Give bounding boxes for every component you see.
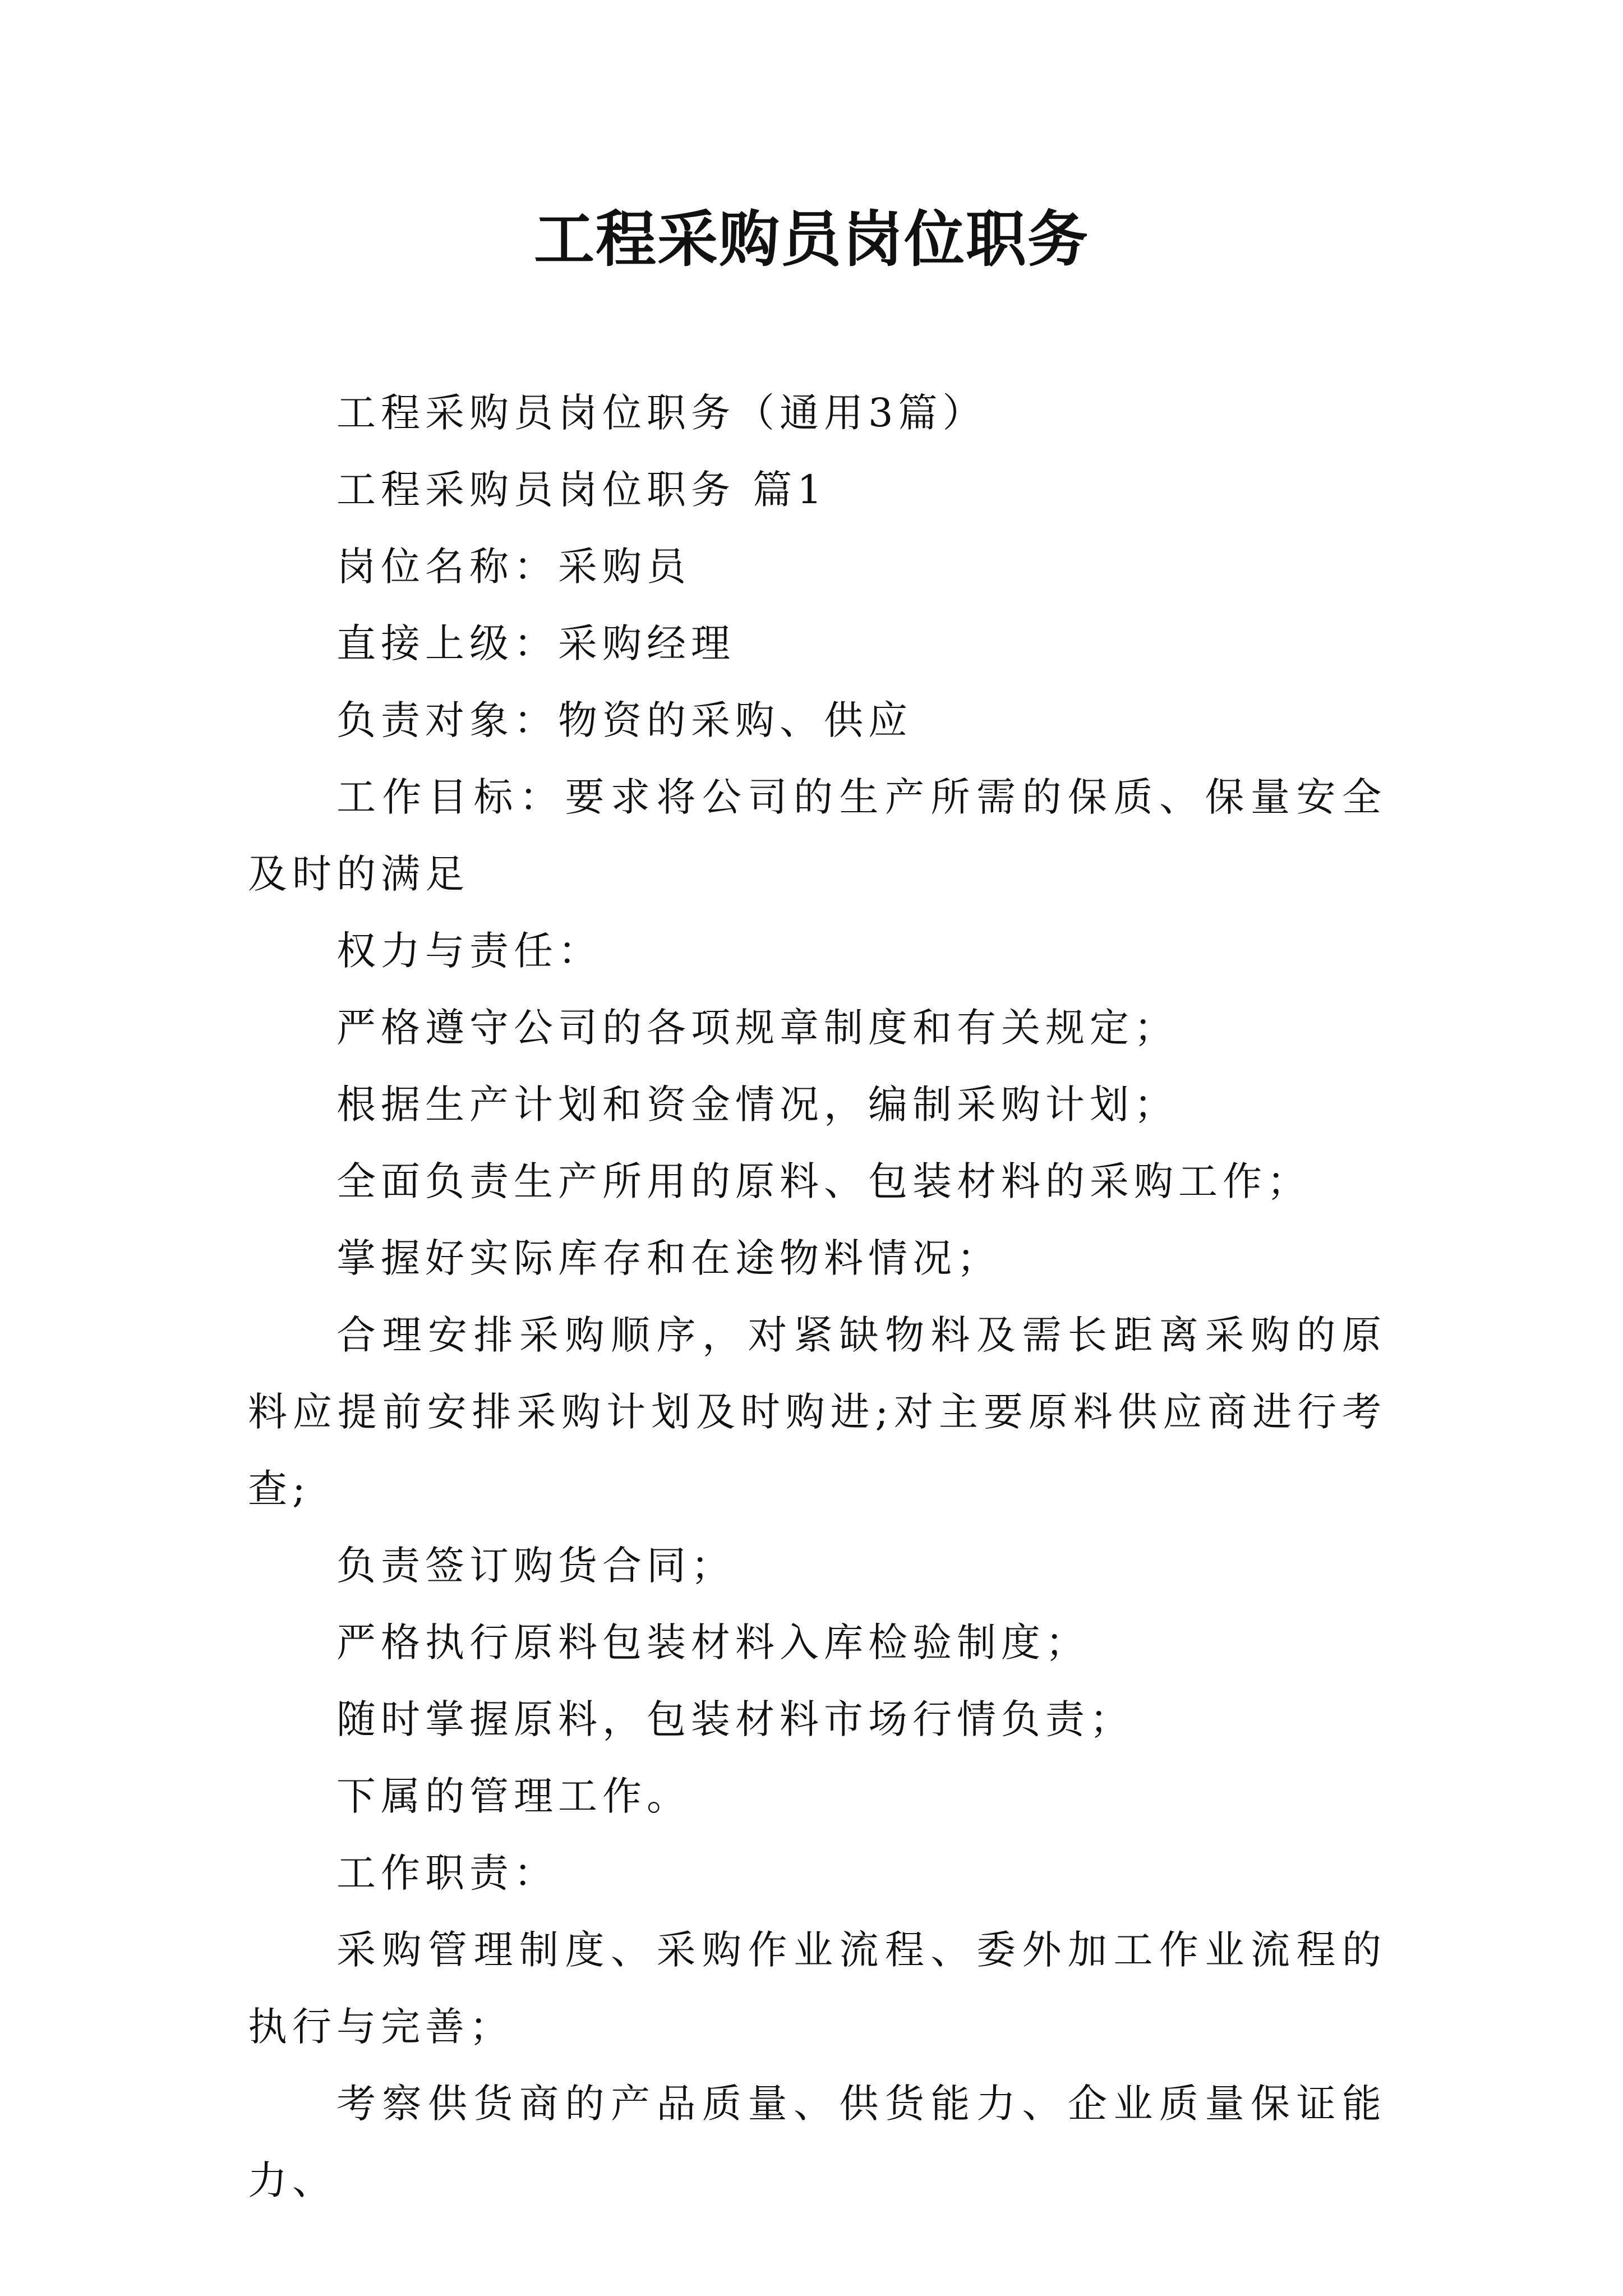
- paragraph: 直接上级：采购经理: [336, 620, 735, 666]
- paragraph: 采购管理制度、采购作业流程、委外加工作业流程的执行与完善；: [248, 1927, 1386, 2050]
- paragraph: 严格遵守公司的各项规章制度和有关规定；: [336, 1005, 1178, 1051]
- paragraph: 工程采购员岗位职务 篇1: [336, 467, 827, 513]
- paragraph: 岗位名称：采购员: [336, 544, 691, 590]
- paragraph: 工程采购员岗位职务（通用3篇）: [336, 390, 987, 436]
- paragraph: 合理安排采购顺序，对紧缺物料及需长距离采购的原料应提前安排采购计划及时购进;对主要原料供应商进行考查;: [248, 1312, 1386, 1512]
- paragraph: 工作职责：: [336, 1850, 558, 1896]
- document-title: 工程采购员岗位职务: [533, 204, 1089, 275]
- paragraph: 考察供货商的产品质量、供货能力、企业质量保证能力、: [248, 2081, 1386, 2203]
- document-body: [248, 375, 1386, 2219]
- paragraph: 全面负责生产所用的原料、包装材料的采购工作；: [336, 1158, 1311, 1204]
- paragraph: 掌握好实际库存和在途物料情况；: [336, 1235, 1001, 1281]
- paragraph: 权力与责任：: [336, 928, 602, 974]
- paragraph: 负责签订购货合同；: [336, 1543, 735, 1589]
- paragraph: 工作目标：要求将公司的生产所需的保质、保量安全及时的满足: [248, 774, 1386, 897]
- paragraph: 负责对象：物资的采购、供应: [336, 697, 912, 743]
- paragraph: 下属的管理工作。: [336, 1773, 691, 1819]
- paragraph: 随时掌握原料，包装材料市场行情负责；: [336, 1696, 1134, 1742]
- paragraph: 根据生产计划和资金情况，编制采购计划；: [336, 1082, 1178, 1128]
- paragraph: 严格执行原料包装材料入库检验制度；: [336, 1619, 1090, 1665]
